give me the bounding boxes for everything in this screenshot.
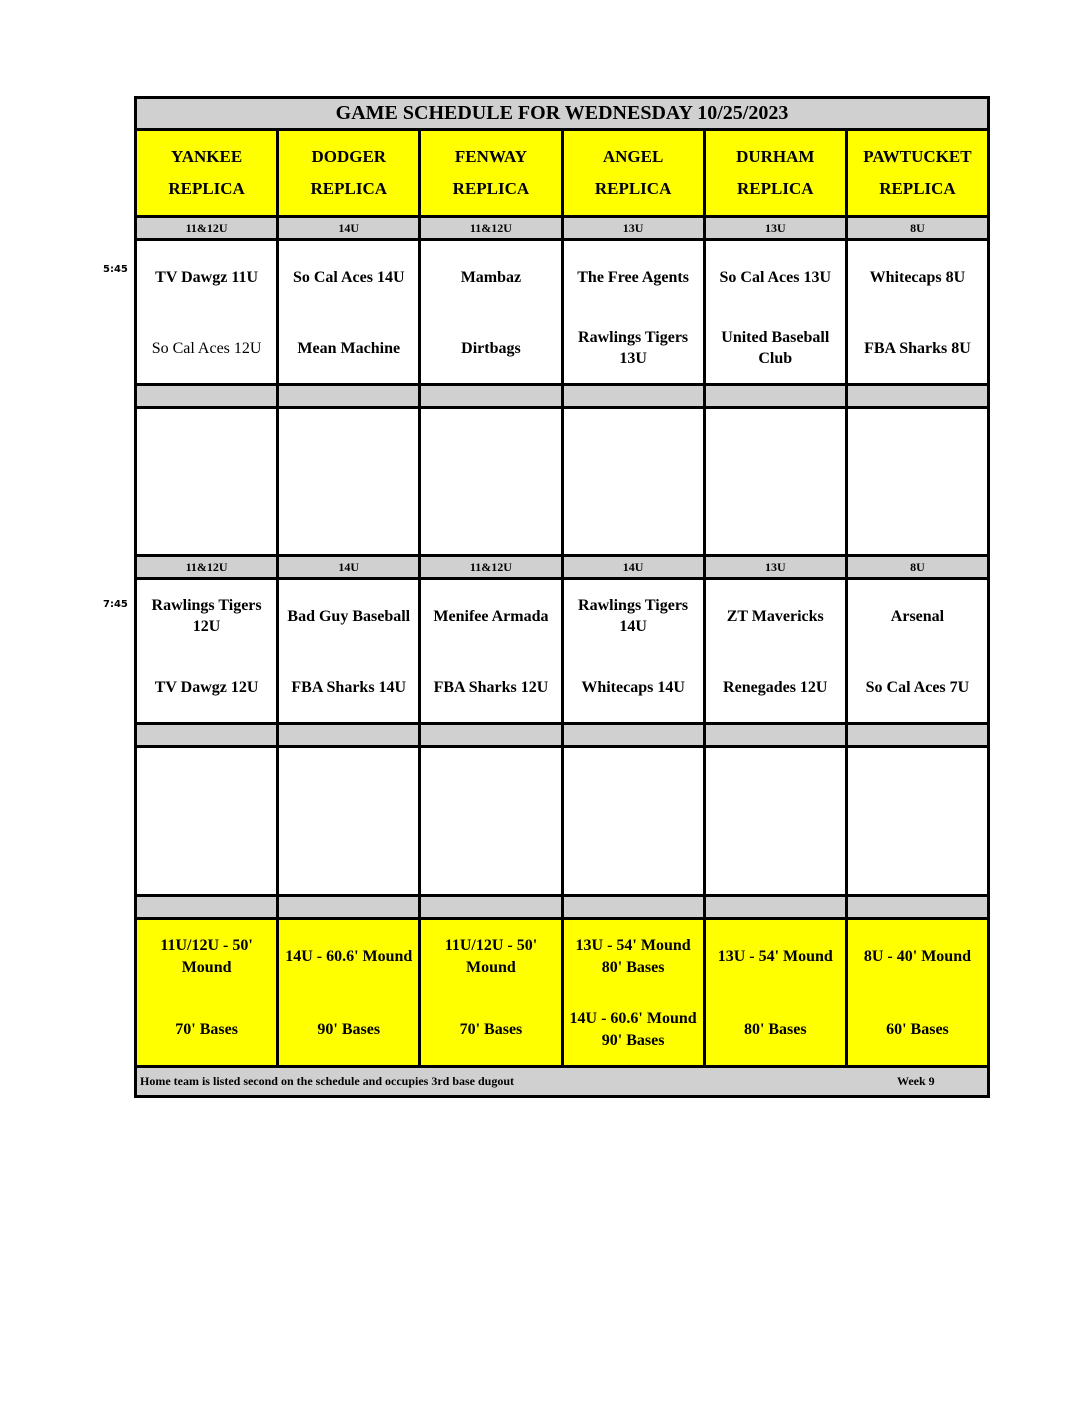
field-header <box>421 131 563 215</box>
home-team: FBA Sharks 8U <box>864 339 971 357</box>
field-header-row <box>137 131 987 218</box>
away-team: The Free Agents <box>577 268 689 286</box>
game-cell <box>279 241 421 383</box>
field-type: REPLICA <box>737 179 814 198</box>
game-cell <box>564 241 706 383</box>
field-type: REPLICA <box>879 179 956 198</box>
home-team: Mean Machine <box>297 339 401 357</box>
dimensions-cell <box>137 920 279 1065</box>
separator-row <box>137 725 987 748</box>
week-label: Week 9 <box>897 1074 935 1088</box>
away-team: TV Dawgz 11U <box>155 268 258 286</box>
game-row <box>137 580 987 725</box>
field-type: REPLICA <box>168 179 245 198</box>
game-cell <box>279 580 421 722</box>
mound-distance: 13U - 54' Mound 80' Bases <box>575 937 691 976</box>
away-team: Mambaz <box>460 268 522 286</box>
schedule-title: GAME SCHEDULE FOR WEDNESDAY 10/25/2023 <box>137 99 987 131</box>
age-group-label: 13U <box>564 218 706 238</box>
dimensions-cell <box>279 920 421 1065</box>
field-name: PAWTUCKET <box>863 147 972 166</box>
home-team: Rawlings Tigers 13U <box>578 329 689 367</box>
base-distance: 80' Bases <box>743 1020 807 1038</box>
game-cell <box>706 241 848 383</box>
away-team: Menifee Armada <box>433 607 549 625</box>
home-team: Whitecaps 14U <box>581 678 685 696</box>
dimensions-cell <box>421 920 563 1065</box>
game-row <box>137 241 987 386</box>
field-name: FENWAY <box>454 147 527 166</box>
base-distance: 70' Bases <box>175 1020 238 1038</box>
age-group-label: 11&12U <box>137 218 279 238</box>
separator-row <box>137 897 987 920</box>
base-distance: 70' Bases <box>459 1020 523 1038</box>
dimensions-cell <box>848 920 987 1065</box>
field-header <box>279 131 421 215</box>
field-type: REPLICA <box>310 179 388 198</box>
mound-distance: 8U - 40' Mound <box>863 948 971 965</box>
age-group-label: 13U <box>706 218 848 238</box>
empty-slot-row <box>137 748 987 897</box>
home-team: So Cal Aces 7U <box>865 678 970 696</box>
game-cell <box>421 241 563 383</box>
field-header <box>848 131 987 215</box>
home-team: So Cal Aces 12U <box>151 339 262 357</box>
mound-distance: 14U - 60.6' Mound <box>285 948 413 965</box>
age-group-label: 14U <box>279 218 421 238</box>
field-type: REPLICA <box>594 179 672 198</box>
away-team: ZT Mavericks <box>726 607 824 625</box>
dimensions-cell <box>564 920 706 1065</box>
field-header <box>564 131 706 215</box>
mound-distance: 11U/12U - 50' Mound <box>160 937 253 976</box>
home-team: TV Dawgz 12U <box>154 678 259 696</box>
field-dimensions-row <box>137 920 987 1068</box>
age-group-row <box>137 218 987 241</box>
away-team: So Cal Aces 13U <box>719 268 832 286</box>
field-name: ANGEL <box>602 147 664 166</box>
mound-distance: 13U - 54' Mound <box>717 948 833 965</box>
age-group-row <box>137 557 987 580</box>
game-cell <box>421 580 563 722</box>
home-team: United Baseball Club <box>721 329 830 367</box>
away-team: Bad Guy Baseball <box>287 607 411 625</box>
age-group-label: 14U <box>279 557 421 577</box>
separator-row <box>137 386 987 409</box>
game-cell <box>564 580 706 722</box>
away-team: Whitecaps 8U <box>869 268 966 286</box>
schedule-sheet <box>134 96 990 1098</box>
game-cell <box>137 580 279 722</box>
field-name: DODGER <box>311 147 387 166</box>
field-name: YANKEE <box>171 147 243 166</box>
empty-slot-row <box>137 409 987 557</box>
age-group-label: 8U <box>848 218 987 238</box>
away-team: Rawlings Tigers 12U <box>151 597 262 635</box>
game-cell <box>706 580 848 722</box>
age-group-label: 13U <box>706 557 848 577</box>
footer-note-bar <box>137 1068 987 1095</box>
field-type: REPLICA <box>452 179 530 198</box>
age-group-label: 11&12U <box>421 218 563 238</box>
away-team: Arsenal <box>890 607 945 625</box>
time-label-slot-1: 5:45 <box>103 264 128 275</box>
dimensions-cell <box>706 920 848 1065</box>
home-team: FBA Sharks 12U <box>433 678 549 696</box>
home-team: Renegades 12U <box>723 678 828 696</box>
base-distance: 60' Bases <box>886 1020 949 1038</box>
mound-distance: 11U/12U - 50' Mound <box>444 937 538 976</box>
base-distance: 14U - 60.6' Mound 90' Bases <box>569 1009 697 1049</box>
home-team-note: Home team is listed second on the schedule and occupies 3rd base dugout <box>140 1074 515 1088</box>
game-cell <box>137 241 279 383</box>
age-group-label: 14U <box>564 557 706 577</box>
age-group-label: 11&12U <box>137 557 279 577</box>
home-team: Dirtbags <box>461 339 521 357</box>
age-group-label: 8U <box>848 557 987 577</box>
field-name: DURHAM <box>736 147 815 166</box>
game-cell <box>848 580 987 722</box>
field-header <box>706 131 848 215</box>
age-group-label: 11&12U <box>421 557 563 577</box>
away-team: Rawlings Tigers 14U <box>578 597 689 635</box>
time-label-slot-2: 7:45 <box>103 599 128 610</box>
base-distance: 90' Bases <box>317 1020 381 1038</box>
home-team: FBA Sharks 14U <box>291 678 407 696</box>
field-header <box>137 131 279 215</box>
game-cell <box>848 241 987 383</box>
away-team: So Cal Aces 14U <box>292 268 405 286</box>
